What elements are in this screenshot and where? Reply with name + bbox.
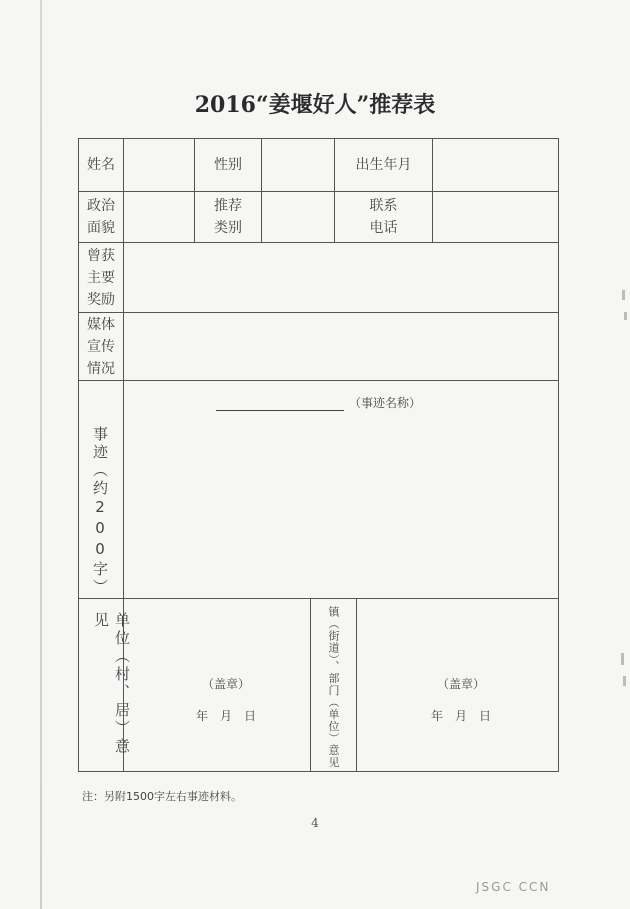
label-line: 政治 [87,198,115,214]
col-divider [356,598,357,772]
awards-label [79,243,123,312]
label-line: 媒体 [87,316,115,333]
unit-opinion-label: 单位（村、居）意见 [92,612,131,756]
label-line: 主要 [87,269,115,286]
label-line: 类别 [214,220,242,236]
label-line: 联系 [369,198,398,214]
scan-edge [40,0,42,909]
label-line: 奖励 [87,291,115,308]
deeds-field[interactable] [124,418,558,596]
town-opinion-label: 镇（街道）、部门（单位）意见 [327,606,340,769]
awards-field[interactable] [124,243,558,312]
row-divider [78,598,559,599]
scan-mark [621,653,624,665]
deed-name-hint: （事迹名称） [348,396,421,410]
political-status-label [79,192,123,242]
media-field[interactable] [124,313,558,380]
phone-label [335,192,432,242]
political-status-field[interactable] [124,192,194,242]
scan-mark [622,290,625,300]
watermark: JSGC CCN [476,880,551,894]
label-line: 曾获 [87,247,115,264]
town-seal: （盖章） [436,677,485,691]
border-bottom [78,771,559,772]
gender-label: 性别 [214,157,242,173]
birth-date-field[interactable] [433,139,558,191]
label-line: 面貌 [87,220,115,236]
birth-date-label: 出生年月 [355,157,412,173]
scan-mark [623,676,626,686]
label-line: 情况 [87,360,115,377]
category-field[interactable] [262,192,334,242]
scan-mark [624,312,627,320]
unit-seal: （盖章） [201,677,250,691]
label-line: 电话 [369,220,398,236]
row-divider [78,380,559,381]
unit-date: 年 月 日 [195,709,256,723]
footnote: 注：另附1500字左右事迹材料。 [82,790,242,803]
col-divider [310,598,311,772]
media-label [79,313,123,380]
gender-field[interactable] [262,139,334,191]
phone-field[interactable] [433,192,558,242]
page-number: 4 [311,816,319,830]
name-label: 姓名 [87,157,115,173]
page-title: 2016“姜堰好人”推荐表 [194,92,436,118]
category-label [195,192,261,242]
label-line: 宣传 [87,338,115,355]
border-right [558,138,559,772]
deed-name-blank[interactable] [216,402,344,411]
town-date: 年 月 日 [430,709,491,723]
name-field[interactable] [124,139,194,191]
label-line: 推荐 [214,198,242,214]
recommendation-form [78,138,559,772]
deeds-label: 事迹（约200字） [91,426,109,597]
